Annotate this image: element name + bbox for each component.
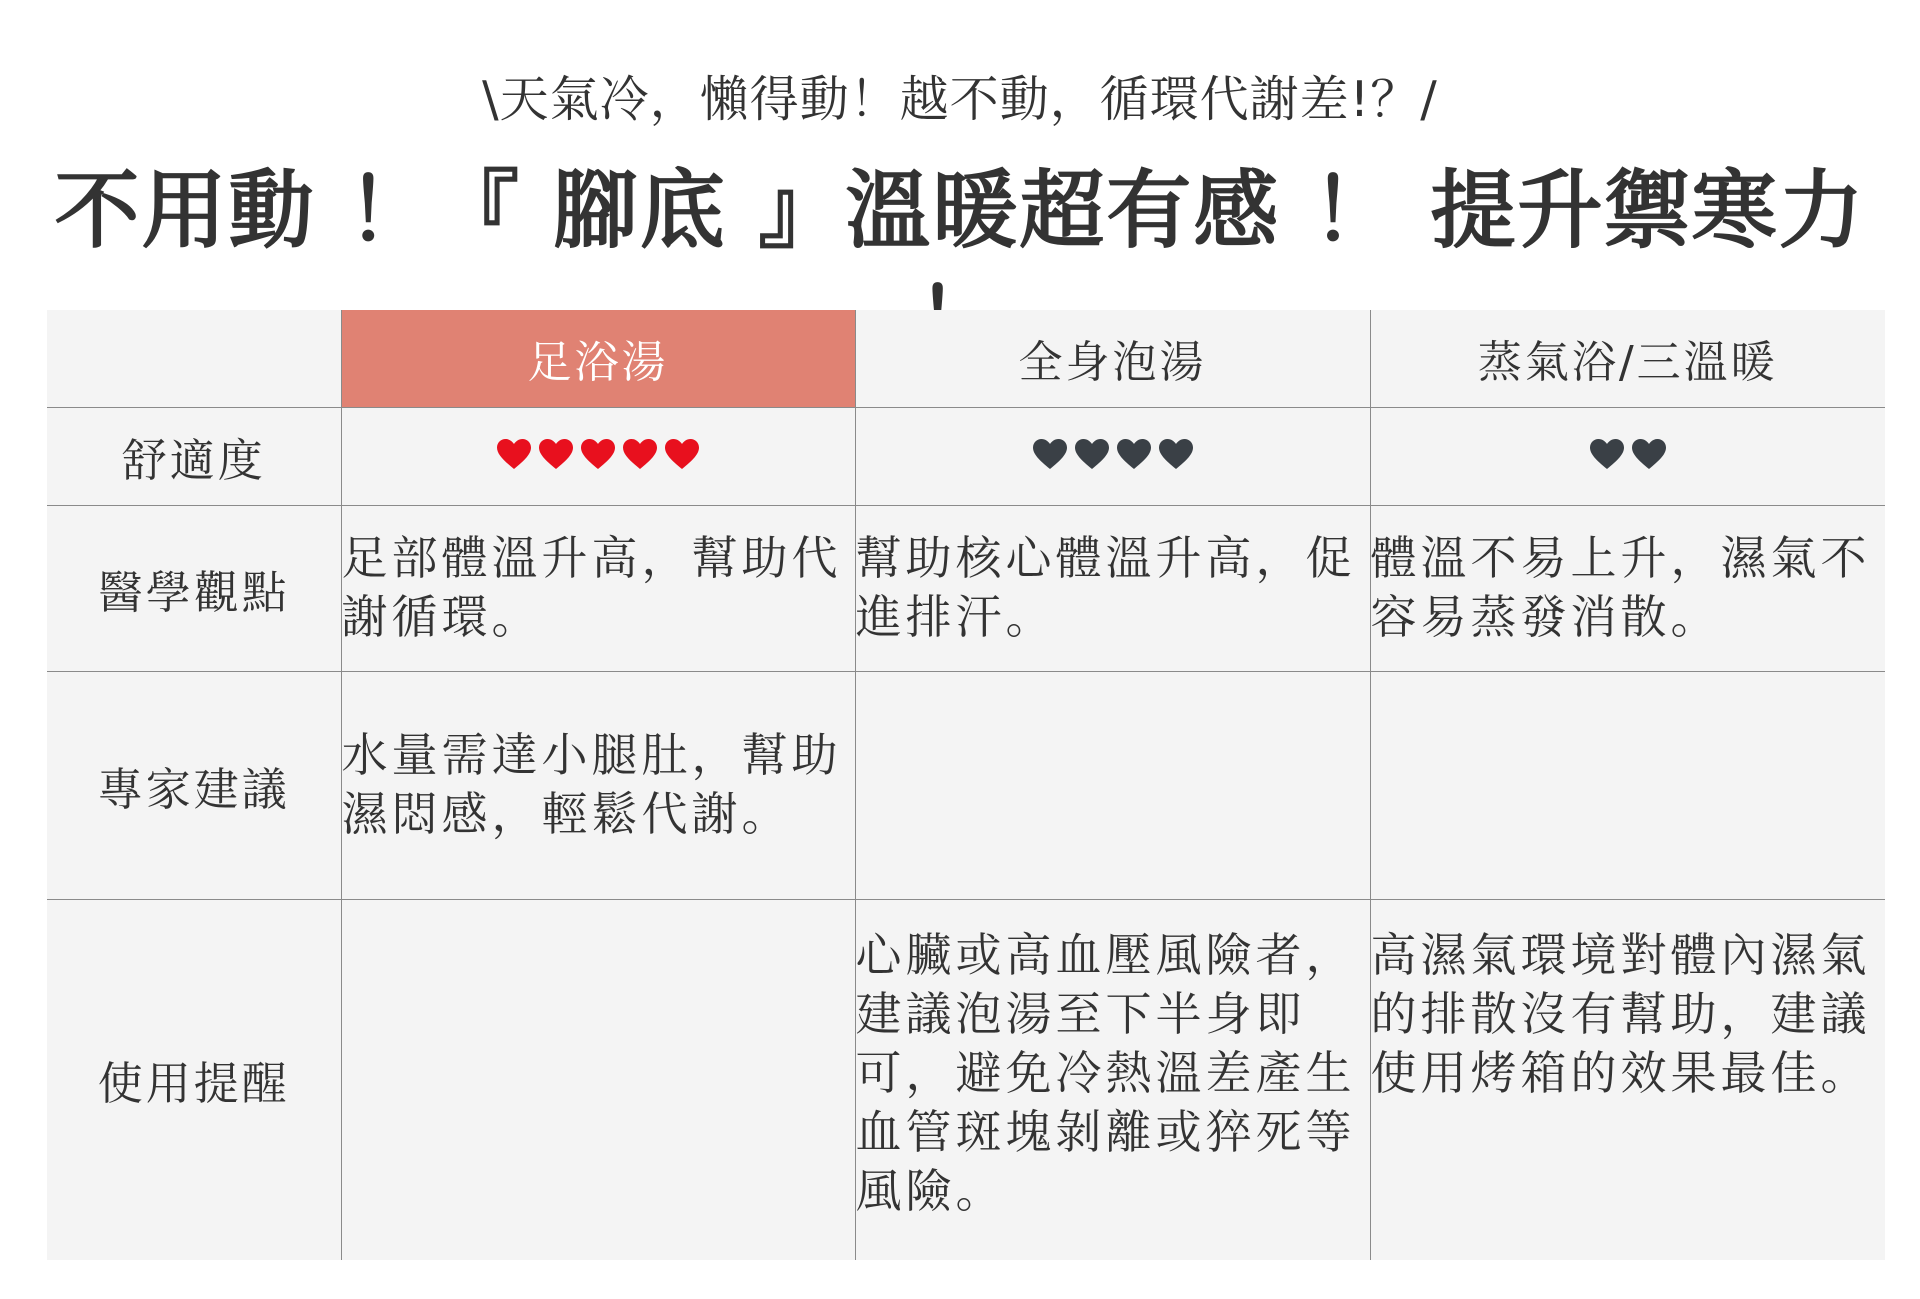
table-row-expert [47, 671, 1885, 899]
headline: 不用動 ！『 腳底 』溫暖超有感 ！ 提升禦寒力 [54, 161, 1866, 261]
heart-icon [496, 438, 532, 470]
heart-icon [538, 438, 574, 470]
medical-sauna: 體溫不易上升，濕氣不容易蒸發消散。 [1370, 505, 1885, 671]
table-row-medical [47, 505, 1885, 671]
column-header-full-body-bath: 全身泡湯 [855, 310, 1370, 407]
row-label-comfort: 舒適度 [47, 407, 341, 505]
heart-icon [664, 438, 700, 470]
reminder-sauna: 高濕氣環境對體內濕氣的排散沒有幫助，建議使用烤箱的效果最佳。 [1370, 899, 1885, 1260]
heart-icon [1032, 438, 1068, 470]
heart-icon [1631, 438, 1667, 470]
comfort-rating-full-body-bath [855, 407, 1370, 505]
column-header-sauna: 蒸氣浴/三溫暖 [1370, 310, 1885, 407]
comparison-table-container [47, 310, 1885, 1260]
row-label-reminder: 使用提醒 [47, 899, 341, 1260]
medical-full-body-bath: 幫助核心體溫升高，促進排汗。 [855, 505, 1370, 671]
subtitle: \天氣冷，懶得動！越不動，循環代謝差!？/ [482, 71, 1438, 128]
heart-rating [496, 438, 700, 470]
heart-icon [1589, 438, 1625, 470]
table-row-reminder [47, 899, 1885, 1260]
medical-foot-bath: 足部體溫升高，幫助代謝循環。 [341, 505, 855, 671]
reminder-full-body-bath: 心臟或高血壓風險者，建議泡湯至下半身即可，避免冷熱溫差產生血管斑塊剝離或猝死等風險。 [855, 899, 1370, 1260]
heart-icon [580, 438, 616, 470]
expert-full-body-bath [855, 671, 1370, 899]
heart-rating [1589, 438, 1667, 470]
row-label-expert: 專家建議 [47, 671, 341, 899]
heart-icon [1158, 438, 1194, 470]
comparison-table [47, 310, 1885, 1260]
comfort-rating-foot-bath [341, 407, 855, 505]
reminder-foot-bath [341, 899, 855, 1260]
table-row-comfort [47, 407, 1885, 505]
heart-icon [622, 438, 658, 470]
expert-sauna [1370, 671, 1885, 899]
comfort-rating-sauna [1370, 407, 1885, 505]
heart-icon [1116, 438, 1152, 470]
column-header-foot-bath: 足浴湯 [341, 310, 855, 407]
heart-icon [1074, 438, 1110, 470]
header-empty-cell [47, 310, 341, 407]
heart-rating [1032, 438, 1194, 470]
table-header-row [47, 310, 1885, 407]
row-label-medical: 醫學觀點 [47, 505, 341, 671]
expert-foot-bath: 水量需達小腿肚，幫助濕悶感，輕鬆代謝。 [341, 671, 855, 899]
